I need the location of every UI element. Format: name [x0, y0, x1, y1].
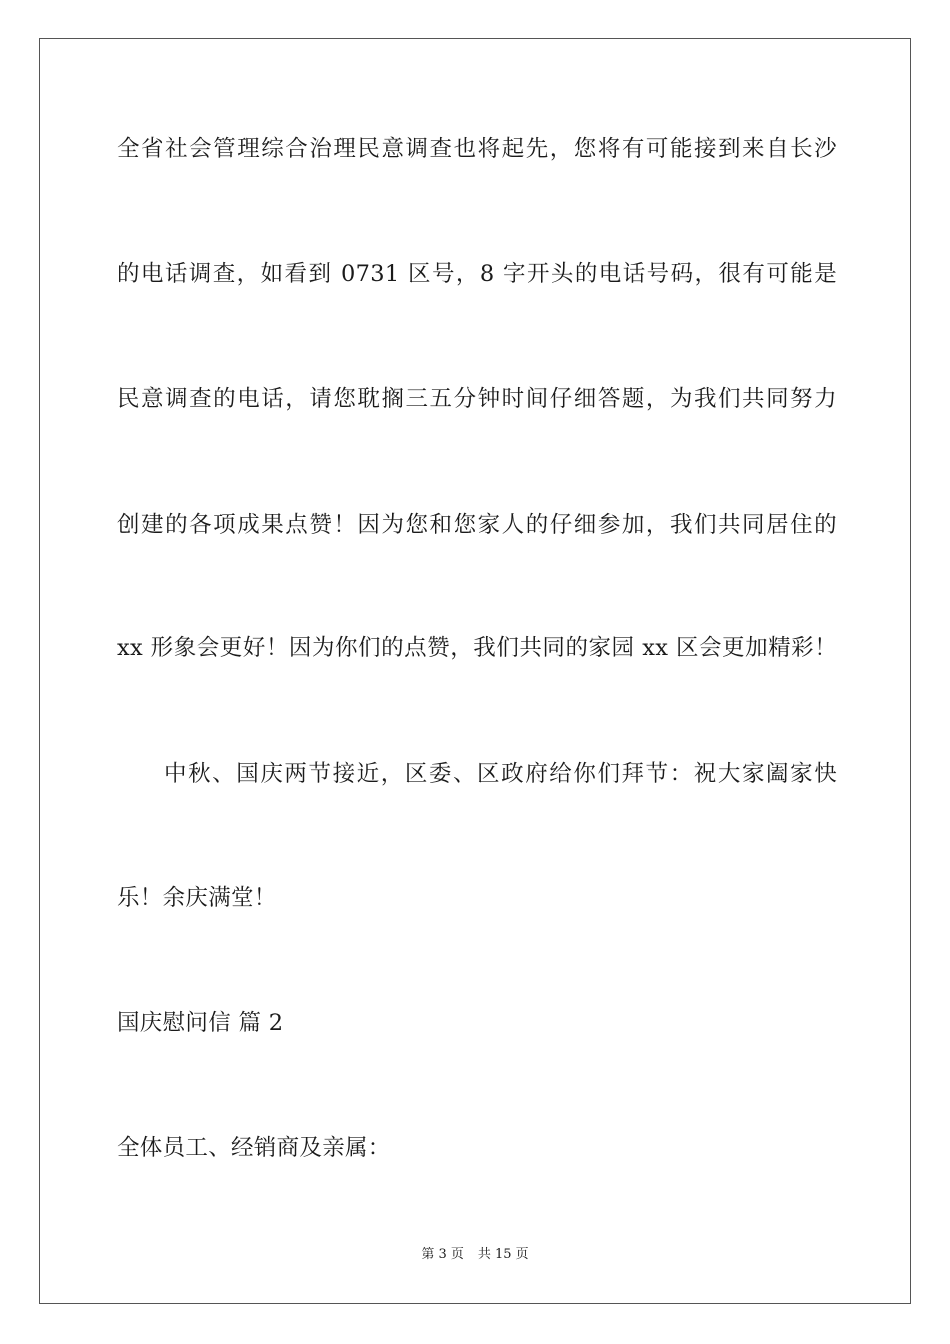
body-line-3: 民意调查的电话，请您耽搁三五分钟时间仔细答题，为我们共同努力 — [117, 386, 837, 412]
page-number: 第 3 页 — [421, 1247, 464, 1262]
paragraph-line-1: 中秋、国庆两节接近，区委、区政府给你们拜节：祝大家阖家快 — [164, 761, 837, 787]
body-line-5: xx 形象会更好！因为你们的点赞，我们共同的家园 xx 区会更加精彩！ — [117, 635, 837, 661]
salutation-line: 全体员工、经销商及亲属： — [117, 1135, 391, 1161]
page-total: 共 15 页 — [477, 1247, 529, 1262]
body-line-2: 的电话调查，如看到 0731 区号，8 字开头的电话号码，很有可能是 — [117, 261, 837, 287]
paragraph-line-2: 乐！余庆满堂！ — [117, 885, 277, 911]
section-heading: 国庆慰问信 篇 2 — [117, 1010, 284, 1036]
page-footer — [0, 1246, 950, 1264]
body-line-4: 创建的各项成果点赞！因为您和您家人的仔细参加，我们共同居住的 — [117, 512, 837, 538]
page-frame — [39, 38, 911, 1304]
body-line-1: 全省社会管理综合治理民意调查也将起先，您将有可能接到来自长沙 — [117, 136, 837, 162]
